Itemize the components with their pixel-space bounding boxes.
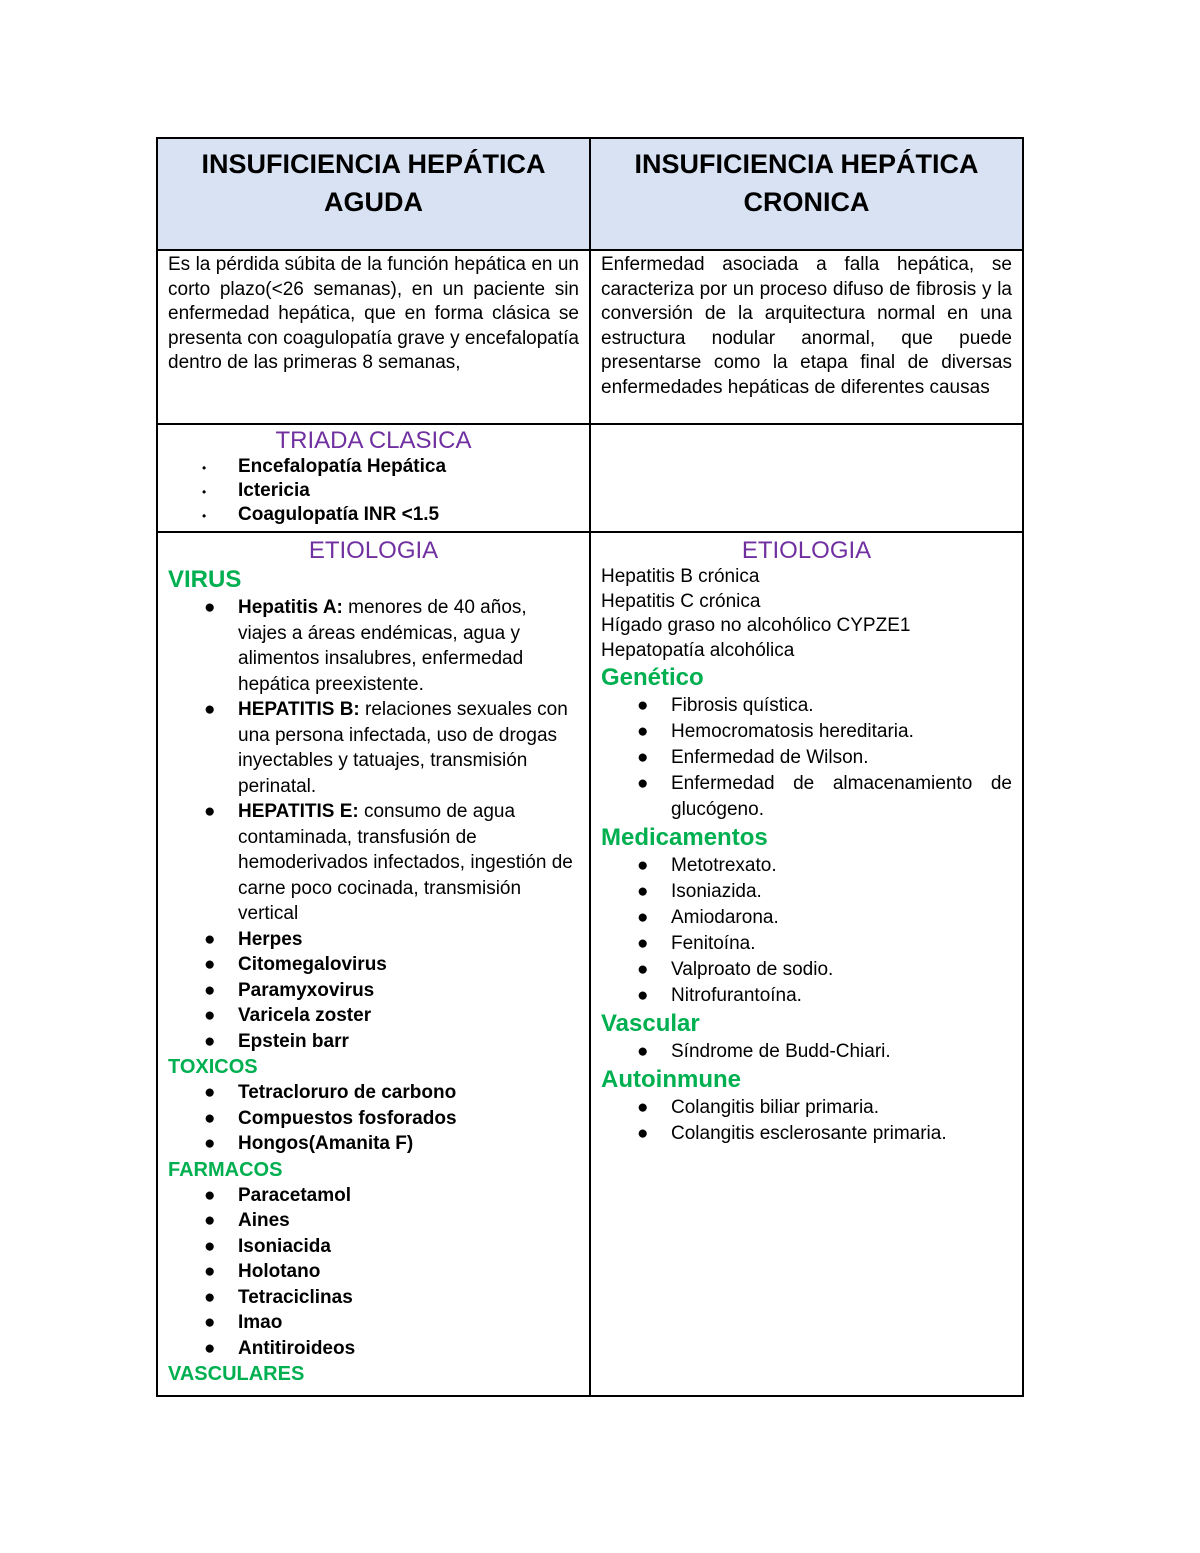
chronic-line: Hepatitis B crónica [601,566,760,587]
header-cell-acute [157,138,590,250]
list-item: ● Isoniacida [204,1235,331,1257]
farmacos-list [168,1183,579,1362]
genetico-title: Genético [601,664,704,691]
virus-list [168,595,579,1054]
list-item: ● Imao [204,1312,283,1333]
list-item: ● Tetracloruro de carbono [204,1082,457,1103]
triada-list [168,455,579,527]
chronic-etiology-title: ETIOLOGIA [741,537,872,564]
list-item: ● Compuestos fosforados [204,1107,457,1129]
medicamentos-list [601,853,1012,1009]
definition-row [157,250,1023,424]
triada-row [157,424,1023,532]
list-item: ● Varicela zoster [204,1005,372,1026]
definition-acute: Es la pérdida súbita de la función hepática en un corto plazo(<26 semanas), en un paciente sin enfermedad hepática, que en forma clásica se presenta con coagulopatía grave y encefalopatía dentro de las primeras 8 semanas, [168,254,579,373]
list-item: ● Holotano [204,1261,321,1282]
toxicos-list [168,1080,579,1157]
chronic-line: Hepatitis C crónica [601,590,761,612]
etiology-row [157,532,1023,1396]
chronic-line: Hepatopatía alcohólica [601,639,795,661]
list-item: ● HEPATITIS E: consumo de agua contaminada, transfusión de hemoderivados infectados, ingestión de carne poco cocinada, transmisión vertical [204,801,573,924]
list-item: ● Hepatitis A: menores de 40 años, viajes a áreas endémicas, agua y alimentos insalubres, enfermedad hepática preexistente. [204,597,527,695]
list-item: ● Fenitoína. [637,933,756,954]
vascular-list [601,1039,1012,1065]
list-item: ● Epstein barr [204,1030,349,1052]
list-item: ● Colangitis esclerosante primaria. [637,1123,947,1144]
list-item: ● Aines [204,1210,290,1231]
list-item: ● Hemocromatosis hereditaria. [637,721,914,742]
etiology-cell-chronic [590,532,1023,1396]
virus-title: VIRUS [168,566,242,593]
list-item: ● Hongos(Amanita F) [204,1133,414,1154]
list-item: • Coagulopatía INR <1.5 [202,504,440,525]
triada-empty-cell [590,424,1023,532]
header-row [157,138,1023,250]
list-item: ● Amiodarona. [637,907,779,928]
autoinmune-list [601,1095,1012,1147]
toxicos-title: TOXICOS [168,1056,258,1078]
list-item: ● Isoniazida. [637,881,762,902]
etiology-cell-acute [157,532,590,1396]
list-item: ● Valproato de sodio. [637,959,834,980]
list-item: ● Citomegalovirus [204,954,387,975]
list-item: ● Paramyxovirus [204,979,375,1001]
farmacos-title: FARMACOS [168,1158,283,1181]
triada-cell [157,424,590,532]
list-item: ● Antitiroideos [204,1337,356,1359]
definition-cell-acute [157,250,590,424]
medicamentos-title: Medicamentos [601,824,768,851]
list-item: • Ictericia [202,480,310,501]
list-item: ● Nitrofurantoína. [637,985,802,1006]
vasculares-title: VASCULARES [168,1363,305,1385]
list-item: ● Enfermedad de almacenamiento de glucógeno. [637,773,1012,820]
autoinmune-title: Autoinmune [601,1066,741,1093]
list-item: ● Enfermedad de Wilson. [637,747,869,768]
list-item: ● Tetraciclinas [204,1286,353,1308]
list-item: ● HEPATITIS B: relaciones sexuales con una persona infectada, uso de drogas inyectables y tatuajes, transmisión perinatal. [204,699,568,797]
definition-chronic: Enfermedad asociada a falla hepática, se caracteriza por un proceso difuso de fibrosis y la conversión de la arquitectura normal en una estructura nodular anormal, que puede presentarse como la etapa final de diversas enfermedades hepáticas de diferentes causas [601,254,1012,398]
list-item: ● Fibrosis quística. [637,695,814,716]
header-acute: INSUFICIENCIA HEPÁTICA AGUDA [201,149,546,217]
list-item: ● Colangitis biliar primaria. [637,1097,880,1118]
header-cell-chronic [590,138,1023,250]
comparison-table [156,137,1024,1397]
list-item: • Encefalopatía Hepática [202,456,447,477]
header-chronic: INSUFICIENCIA HEPÁTICA CRONICA [634,149,979,217]
list-item: ● Metotrexato. [637,855,777,876]
list-item: ● Herpes [204,928,303,950]
chronic-line: Hígado graso no alcohólico CYPZE1 [601,615,911,636]
vascular-title: Vascular [601,1010,700,1037]
definition-cell-chronic [590,250,1023,424]
triada-title: TRIADA CLASICA [275,427,472,454]
list-item: ● Síndrome de Budd-Chiari. [637,1041,891,1062]
genetico-list [601,693,1012,823]
acute-etiology-title: ETIOLOGIA [308,537,439,564]
list-item: ● Paracetamol [204,1184,352,1206]
